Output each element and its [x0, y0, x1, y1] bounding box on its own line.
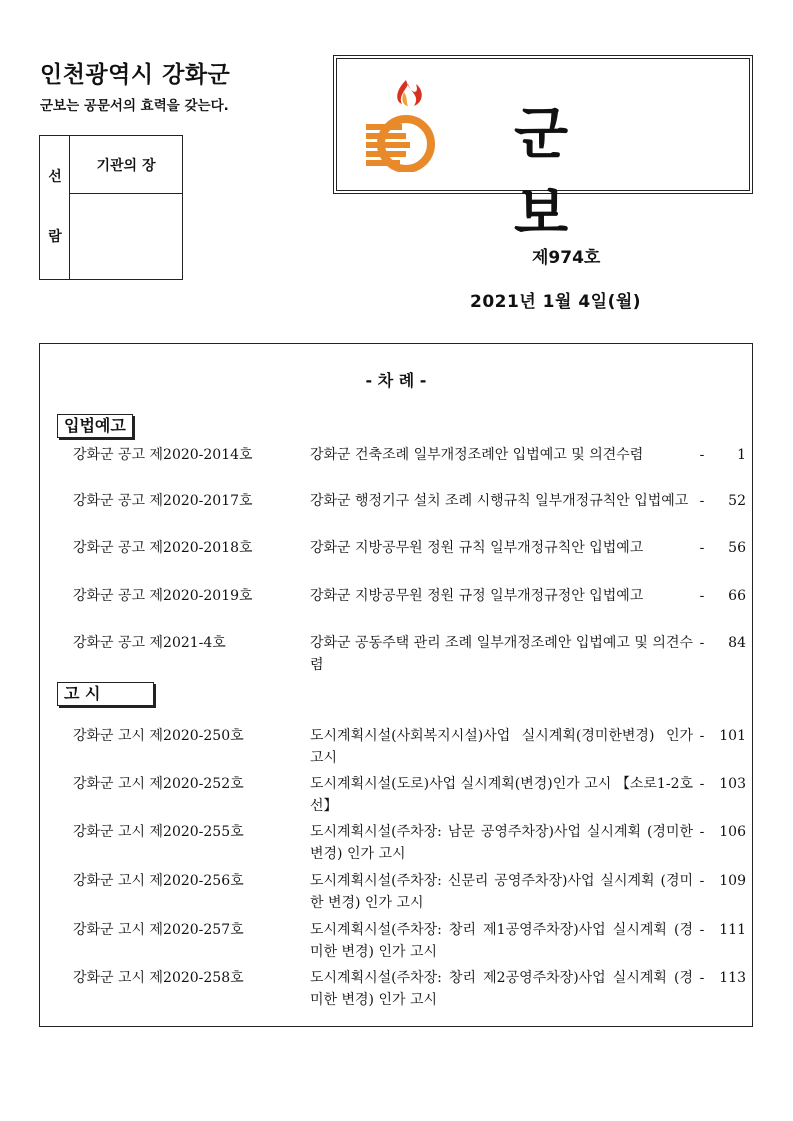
section-label-notification: 고 시 [57, 682, 154, 706]
leader-dash: - [699, 824, 705, 840]
page-number: 1 [737, 447, 746, 463]
gunbo-emblem-icon [360, 74, 452, 172]
notice-title: 도시계획시설(주차장: 남문 공영주차장)사업 실시계획 (경미한 변경) 인가 고시 [310, 824, 693, 862]
leader-dash: - [699, 922, 705, 938]
notice-code: 강화군 공고 제2021-4호 [73, 635, 226, 651]
page-number: 113 [719, 970, 746, 986]
leader-dash: - [699, 588, 705, 604]
notice-code: 강화군 공고 제2020-2018호 [73, 540, 253, 556]
page-number: 66 [728, 588, 746, 604]
masthead-box [333, 55, 753, 247]
section-label-legislative-notice: 입법예고 [57, 414, 133, 438]
leader-dash: - [699, 970, 705, 986]
page-number: 106 [719, 824, 746, 840]
summary-cell-label: 기관의 장 [70, 136, 182, 194]
notice-title: 강화군 공동주택 관리 조례 일부개정조례안 입법예고 및 의견수렴 [310, 635, 693, 673]
notice-title: 도시계획시설(주차장: 신문리 공영주차장)사업 실시계획 (경미한 변경) 인가 고시 [310, 873, 693, 911]
notice-code: 강화군 고시 제2020-250호 [73, 728, 244, 744]
leader-dash: - [699, 873, 705, 889]
page-number: 101 [719, 728, 746, 744]
toc-heading: - 차 례 - [365, 371, 427, 390]
notice-title: 도시계획시설(주차장: 창리 제2공영주차장)사업 실시계획 (경미한 변경) 인가 고시 [310, 970, 693, 1008]
notice-title: 강화군 지방공무원 정원 규칙 일부개정규칙안 입법예고 [310, 540, 644, 556]
notice-title: 도시계획시설(도로)사업 실시계획(변경)인가 고시 【소로1-2호선】 [310, 776, 693, 814]
notice-code: 강화군 공고 제2020-2014호 [73, 447, 253, 463]
leader-dash: - [699, 635, 705, 651]
page-number: 52 [728, 493, 746, 509]
masthead-title: 군 보 [514, 102, 631, 247]
summary-side-bottom: 람 [48, 229, 62, 245]
notice-code: 강화군 공고 제2020-2017호 [73, 493, 253, 509]
page-number: 111 [719, 922, 746, 938]
page-number: 109 [719, 873, 746, 889]
leader-dash: - [699, 447, 705, 463]
notice-title: 도시계획시설(주차장: 창리 제1공영주차장)사업 실시계획 (경미한 변경) 인가 고시 [310, 922, 693, 960]
issue-date: 2021년 1월 4일(월) [470, 292, 642, 312]
table-of-contents [39, 343, 753, 1027]
notice-code: 강화군 고시 제2020-256호 [73, 873, 244, 889]
leader-dash: - [699, 540, 705, 556]
notice-code: 강화군 고시 제2020-258호 [73, 970, 244, 986]
leader-dash: - [699, 728, 705, 744]
notice-code: 강화군 고시 제2020-252호 [73, 776, 244, 792]
notice-code: 강화군 고시 제2020-255호 [73, 824, 244, 840]
leader-dash: - [699, 776, 705, 792]
summary-side-top: 선 [48, 169, 62, 185]
notice-title: 강화군 건축조례 일부개정조례안 입법예고 및 의견수렴 [310, 447, 644, 463]
leader-dash: - [699, 493, 705, 509]
notice-title: 강화군 지방공무원 정원 규정 일부개정규정안 입법예고 [310, 588, 644, 604]
page-number: 84 [728, 635, 746, 651]
notice-code: 강화군 공고 제2020-2019호 [73, 588, 253, 604]
page-number: 56 [728, 540, 746, 556]
issue-number: 제974호 [532, 248, 601, 268]
notice-title: 도시계획시설(사회복지시설)사업 실시계획(경미한변경) 인가 고시 [310, 728, 693, 766]
org-name: 인천광역시 강화군 [40, 62, 231, 88]
notice-title: 강화군 행정기구 설치 조례 시행규칙 일부개정규칙안 입법예고 [310, 493, 689, 509]
page-number: 103 [719, 776, 746, 792]
summary-box [39, 135, 183, 280]
notice-code: 강화군 고시 제2020-257호 [73, 922, 244, 938]
legal-note: 군보는 공문서의 효력을 갖는다. [40, 98, 229, 114]
summary-side-column [40, 136, 70, 279]
